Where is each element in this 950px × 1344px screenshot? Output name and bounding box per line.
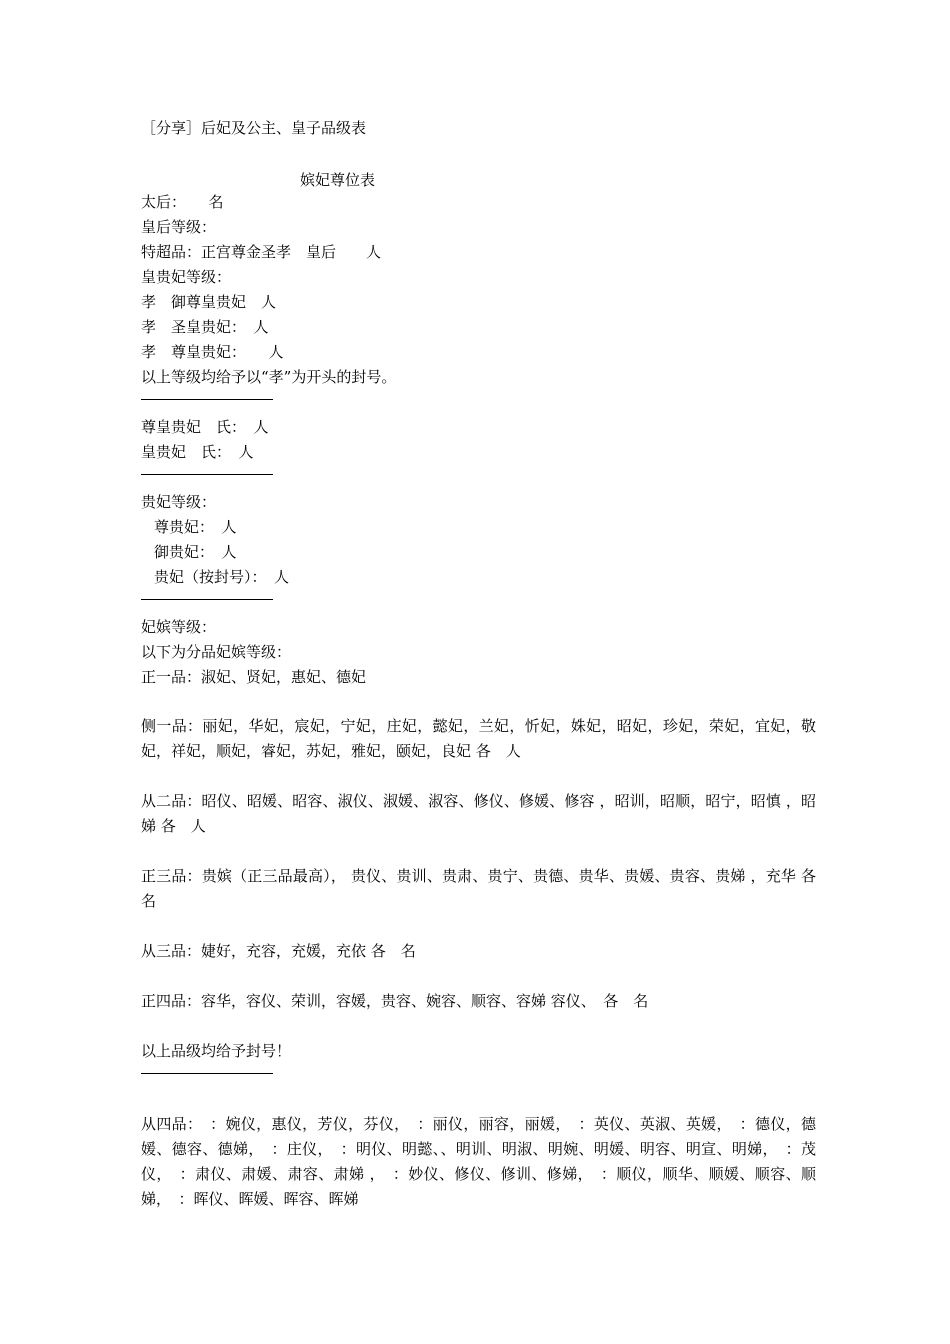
divider — [141, 1073, 273, 1074]
rank-zheng-1: 正一品：淑妃、贤妃，惠妃、德妃 — [141, 668, 367, 686]
rank-ce-1: 侧一品：丽妃，华妃，宸妃，宁妃，庄妃，懿妃，兰妃，忻妃，姝妃，昭妃，珍妃，荣妃，宜妃，敬妃，祥妃，顺妃，睿妃，苏妃，雅妃，颐妃，良妃 各 人 — [141, 717, 816, 760]
guifei-label: 贵妃等级： — [141, 493, 217, 511]
huangguifei-rank-1: 孝 御尊皇贵妃 人 — [141, 293, 277, 311]
huangguifei-rank-3: 孝 尊皇贵妃： 人 — [141, 343, 284, 361]
huangguifei-label: 皇贵妃等级： — [141, 268, 232, 286]
divider — [141, 474, 273, 475]
divider — [141, 399, 273, 400]
rank-zheng-4: 正四品：容华，容仪、荣训，容媛，贵容、婉容、顺容、容娣 容仪、 各 名 — [141, 992, 649, 1010]
guifei-rank-2: 御贵妃： 人 — [154, 543, 237, 561]
divider — [141, 599, 273, 600]
guifei-rank-3: 贵妃（按封号）： 人 — [154, 568, 290, 586]
document-header: ［分享］后妃及公主、皇子品级表 — [141, 119, 367, 137]
rank-cong-4: 从四品： ：婉仪，惠仪，芳仪，芬仪， ：丽仪，丽容，丽媛， ：英仪、英淑、英媛， ：德仪，德媛、德容、德娣， ：庄仪， ：明仪、明懿、、明训、明淑、明婉、明媛、明容、明宣、明娣， ：茂仪， ：肃仪、肃媛、肃容、肃娣 ， ：妙仪、修仪、修训、修娣， ：顺仪，顺华、顺媛、顺容、顺娣， ：晖仪、晖媛、晖容、晖娣 — [141, 1115, 816, 1208]
rank-cong-2: 从二品：昭仪、昭媛、昭容、淑仪、淑媛、淑容、修仪、修媛、修容 ，昭训，昭顺，昭宁，昭慎 ，昭娣 各 人 — [141, 792, 816, 835]
rank-cong-3: 从三品：婕好，充容，充媛，充依 各 名 — [141, 942, 416, 960]
huanghou-label: 皇后等级： — [141, 218, 217, 236]
taihou-line: 太后： 名 — [141, 193, 224, 211]
fenghao-note: 以上品级均给予封号！ — [141, 1042, 292, 1060]
huangguifei-note: 以上等级均给予以“孝”为开头的封号。 — [141, 368, 397, 386]
huangguifei-shi-line: 皇贵妃 氏： 人 — [141, 443, 254, 461]
huanghou-line: 特超品：正宫尊金圣孝 皇后 人 — [141, 243, 382, 261]
rank-zheng-3: 正三品：贵嫔（正三品最高）， 贵仪、贵训、贵肃、贵宁、贵德、贵华、贵媛、贵容、贵娣 ，充华 各 名 — [141, 867, 832, 910]
fepin-subtitle: 以下为分品妃嫔等级： — [141, 643, 292, 661]
table-title: 嫔妃尊位表 — [300, 171, 376, 189]
guifei-rank-1: 尊贵妃： 人 — [154, 518, 237, 536]
zun-huangguifei-line: 尊皇贵妃 氏： 人 — [141, 418, 269, 436]
huangguifei-rank-2: 孝 圣皇贵妃： 人 — [141, 318, 269, 336]
fepin-label: 妃嫔等级： — [141, 618, 217, 636]
